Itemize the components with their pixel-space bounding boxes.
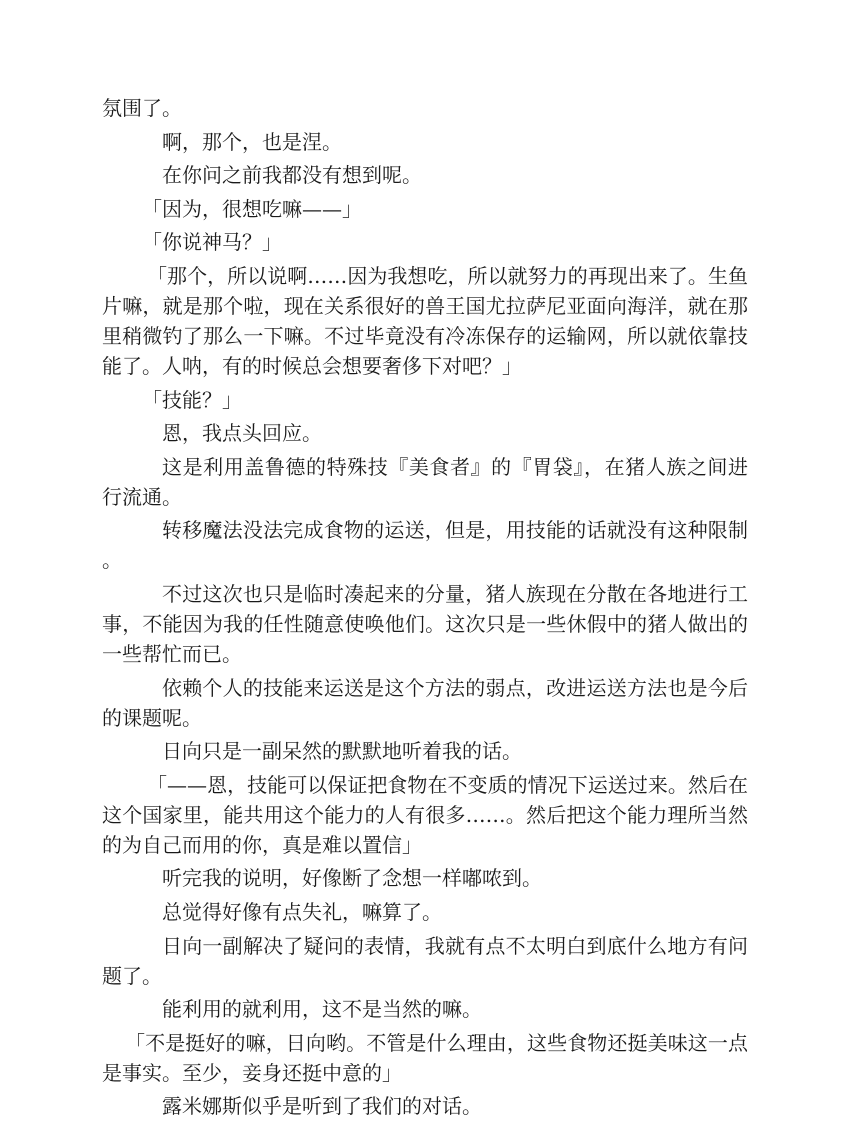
dialogue-paragraph: 「你说神马？」 bbox=[142, 230, 282, 255]
paragraph: 日向只是一副呆然的默默地听着我的话。 bbox=[162, 739, 522, 764]
paragraph: 听完我的说明，好像断了念想一样嘟哝到。 bbox=[162, 866, 542, 891]
paragraph: 不过这次也只是临时凑起来的分量，猪人族现在分散在各地进行工事，不能因为我的任性随意使唤他们。这次只是一些休假中的猪人做出的一些帮忙而已。 bbox=[102, 581, 748, 666]
body-text bbox=[102, 93, 748, 1125]
paragraph: 日向一副解决了疑问的表情，我就有点不太明白到底什么地方有问题了。 bbox=[102, 933, 748, 988]
paragraph: 总觉得好像有点失礼，嘛算了。 bbox=[162, 899, 442, 924]
paragraph: 恩，我点头回应。 bbox=[162, 421, 322, 446]
paragraph: 转移魔法没法完成食物的运送，但是，用技能的话就没有这种限制。 bbox=[102, 518, 748, 573]
dialogue-paragraph: 「——恩，技能可以保证把食物在不变质的情况下运送过来。然后在这个国家里，能共用这个能力的人有很多……。然后把这个能力理所当然的为自己而用的你，真是难以置信」 bbox=[102, 772, 748, 857]
dialogue-paragraph: 「那个，所以说啊……因为我想吃，所以就努力的再现出来了。生鱼片嘛，就是那个啦，现在关系很好的兽王国尤拉萨尼亚面向海洋，就在那里稍微钓了那么一下嘛。不过毕竟没有冷冻保存的运输网，所以就依靠技能了。人呐，有的时候总会想要奢侈下对吧？」 bbox=[102, 263, 748, 378]
dialogue-paragraph: 「技能？」 bbox=[142, 387, 242, 412]
paragraph: 在你问之前我都没有想到呢。 bbox=[162, 163, 422, 188]
dialogue-paragraph: 「因为，很想吃嘛——」 bbox=[142, 196, 362, 221]
paragraph: 氛围了。 bbox=[102, 96, 182, 120]
paragraph: 能利用的就利用，这不是当然的嘛。 bbox=[162, 997, 482, 1022]
paragraph: 这是利用盖鲁德的特殊技『美食者』的『胃袋』，在猪人族之间进行流通。 bbox=[102, 454, 748, 509]
paragraph: 啊，那个，也是涅。 bbox=[162, 129, 342, 154]
paragraph: 露米娜斯似乎是听到了我们的对话。 bbox=[162, 1094, 482, 1119]
paragraph: 依赖个人的技能来运送是这个方法的弱点，改进运送方法也是今后的课题呢。 bbox=[102, 675, 748, 730]
dialogue-paragraph: 「不是挺好的嘛，日向哟。不管是什么理由，这些食物还挺美味这一点是事实。至少，妾身还挺中意的」 bbox=[102, 1030, 748, 1085]
